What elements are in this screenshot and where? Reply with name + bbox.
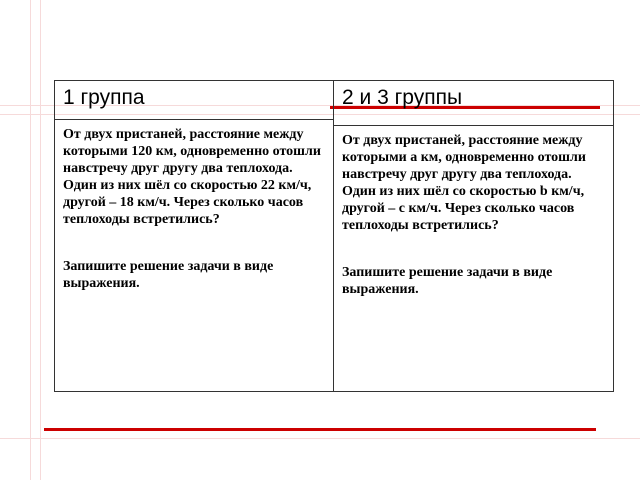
group-1-task-text: От двух пристаней, расстояние между которыми 120 км, одновременно отошли навстречу друг другу два теплохода. Один из них шёл со скоростью 22 км/ч, другой – 18 км/ч. Через сколько часов теплоходы встретились?: [63, 127, 321, 227]
group-2-3-header: 2 и 3 группы: [342, 86, 463, 109]
task-table: [54, 80, 614, 392]
group-1-header-cell: [55, 81, 333, 120]
group-2-3-task-cell: [334, 126, 613, 391]
group-1-instruction: Запишите решение задачи в виде выражения.: [63, 259, 274, 291]
decorative-red-line: [44, 428, 596, 431]
group-1-header: 1 группа: [63, 86, 145, 109]
group-2-3-task-text: От двух пристаней, расстояние между которыми а км, одновременно отошли навстречу друг другу два теплохода. Один из них шёл со скоростью b км/ч, другой – с км/ч. Через сколько часов теплоходы встретились?: [342, 133, 586, 233]
decorative-vertical-line: [40, 0, 41, 480]
decorative-vertical-line: [30, 0, 31, 480]
decorative-horizontal-line: [0, 438, 640, 439]
group-1-column: [55, 81, 333, 391]
group-1-task-cell: [55, 120, 333, 391]
group-2-3-header-cell: [334, 81, 613, 126]
group-2-3-column: [333, 81, 613, 391]
group-2-3-instruction: Запишите решение задачи в виде выражения.: [342, 265, 553, 297]
